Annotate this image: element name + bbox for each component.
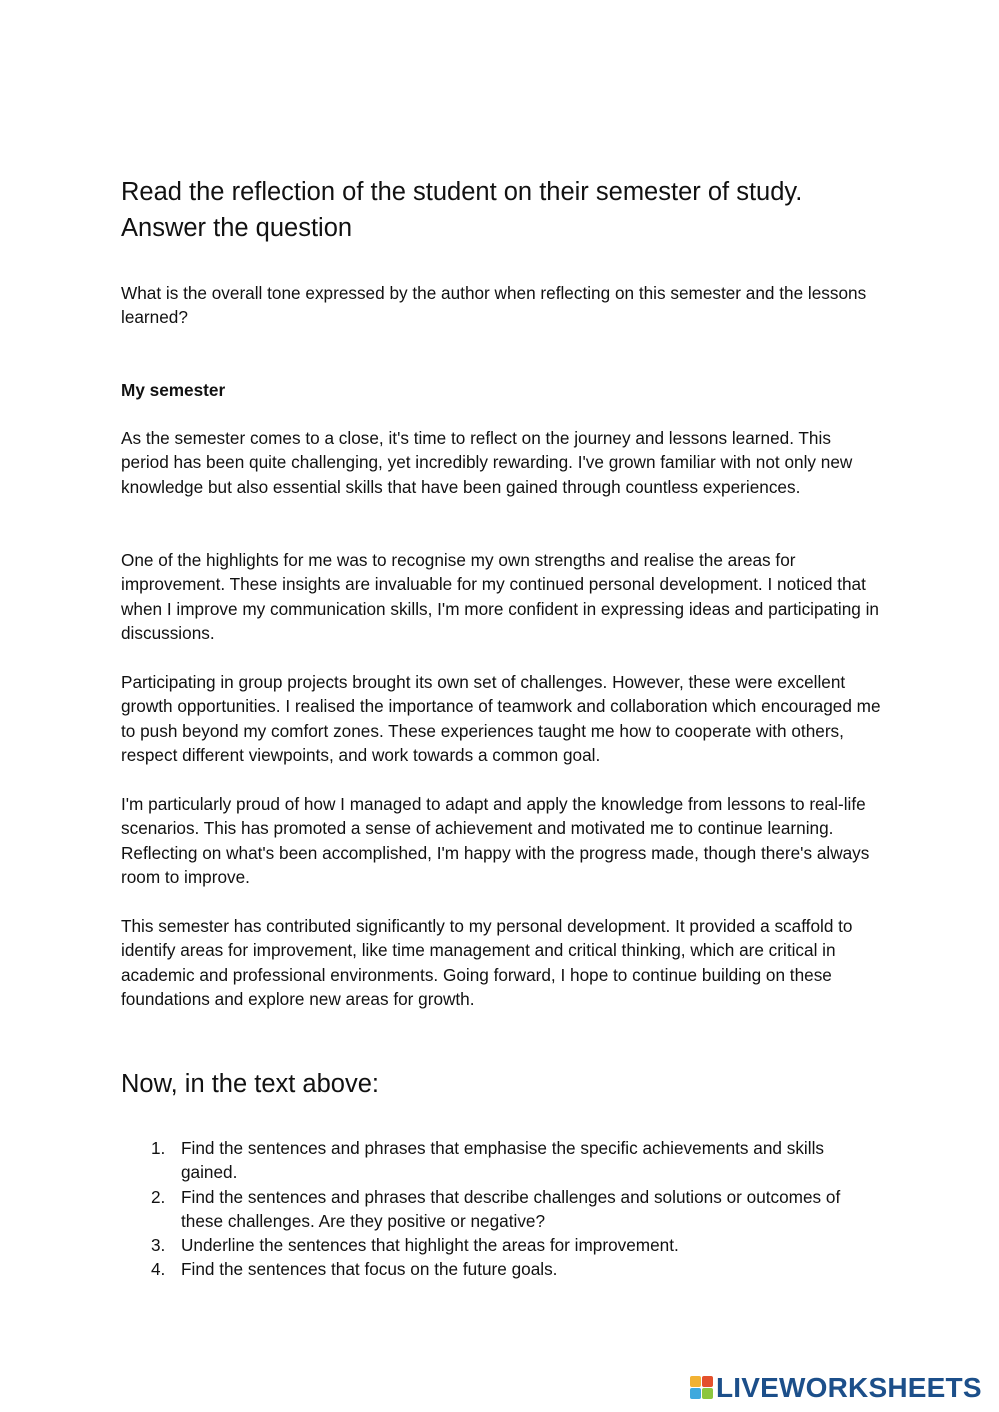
logo-tiles-icon: [690, 1376, 714, 1400]
page-title: [121, 174, 881, 246]
reading-paragraph-5: This semester has contributed significantly to my personal development. It provided a scaffold to identify areas for improvement, like time management and critical thinking, which are critical in academic and professional environments. Going forward, I hope to continue building on these foundations and explore new areas for growth.: [121, 916, 853, 1009]
tasks-heading: Now, in the text above:: [121, 1070, 379, 1098]
task-item: [121, 1136, 881, 1185]
reading-paragraph-1: As the semester comes to a close, it's time to reflect on the journey and lessons learned. This period has been quite challenging, yet incredibly rewarding. I've grown familiar with not only new knowledge but also essential skills that have been gained through countless experiences.: [121, 428, 853, 497]
tasks-list: [121, 1136, 881, 1282]
task-text: Find the sentences and phrases that emphasise the specific achievements and skills gained.: [181, 1138, 824, 1183]
logo-tile-1: [690, 1376, 701, 1387]
task-number: 1.: [151, 1138, 166, 1158]
reading-paragraph-2: One of the highlights for me was to recognise my own strengths and realise the areas for improvement. These insights are invaluable for my continued personal development. I noticed that when I improve my communication skills, I'm more confident in expressing ideas and participating in discussions.: [121, 550, 879, 643]
task-number: 2.: [151, 1186, 166, 1207]
task-item: [121, 1185, 881, 1234]
task-text: Underline the sentences that highlight the areas for improvement.: [181, 1235, 679, 1256]
task-number: 4.: [151, 1259, 166, 1280]
task-item: [121, 1257, 881, 1281]
question-text: What is the overall tone expressed by the author when reflecting on this semester and the lessons learned?: [121, 283, 867, 328]
liveworksheets-logo[interactable]: [690, 1372, 982, 1404]
task-number: 3.: [151, 1235, 166, 1256]
logo-tile-2: [702, 1376, 713, 1387]
logo-text: LIVEWORKSHEETS: [716, 1372, 982, 1403]
task-text: Find the sentences and phrases that describe challenges and solutions or outcomes of these challenges. Are they positive or negative?: [181, 1186, 841, 1231]
task-text: Find the sentences that focus on the future goals.: [181, 1259, 558, 1280]
reading-paragraph-4: I'm particularly proud of how I managed to adapt and apply the knowledge from lessons to real-life scenarios. This has promoted a sense of achievement and motivated me to continue learning. Reflecting on what's been accomplished, I'm happy with the progress made, though there's always room to improve.: [121, 794, 870, 887]
title-line-1: Read the reflection of the student on their semester of study.: [121, 178, 803, 206]
logo-tile-4: [702, 1388, 713, 1399]
title-line-2: Answer the question: [121, 214, 353, 242]
reading-paragraph-3: Participating in group projects brought its own set of challenges. However, these were excellent growth opportunities. I realised the importance of teamwork and collaboration which encouraged me to push beyond my comfort zones. These experiences taught me how to cooperate with others, respect different viewpoints, and work towards a common goal.: [121, 672, 881, 765]
logo-tile-3: [690, 1388, 701, 1399]
task-item: [121, 1233, 881, 1257]
reading-title: My semester: [121, 380, 226, 400]
